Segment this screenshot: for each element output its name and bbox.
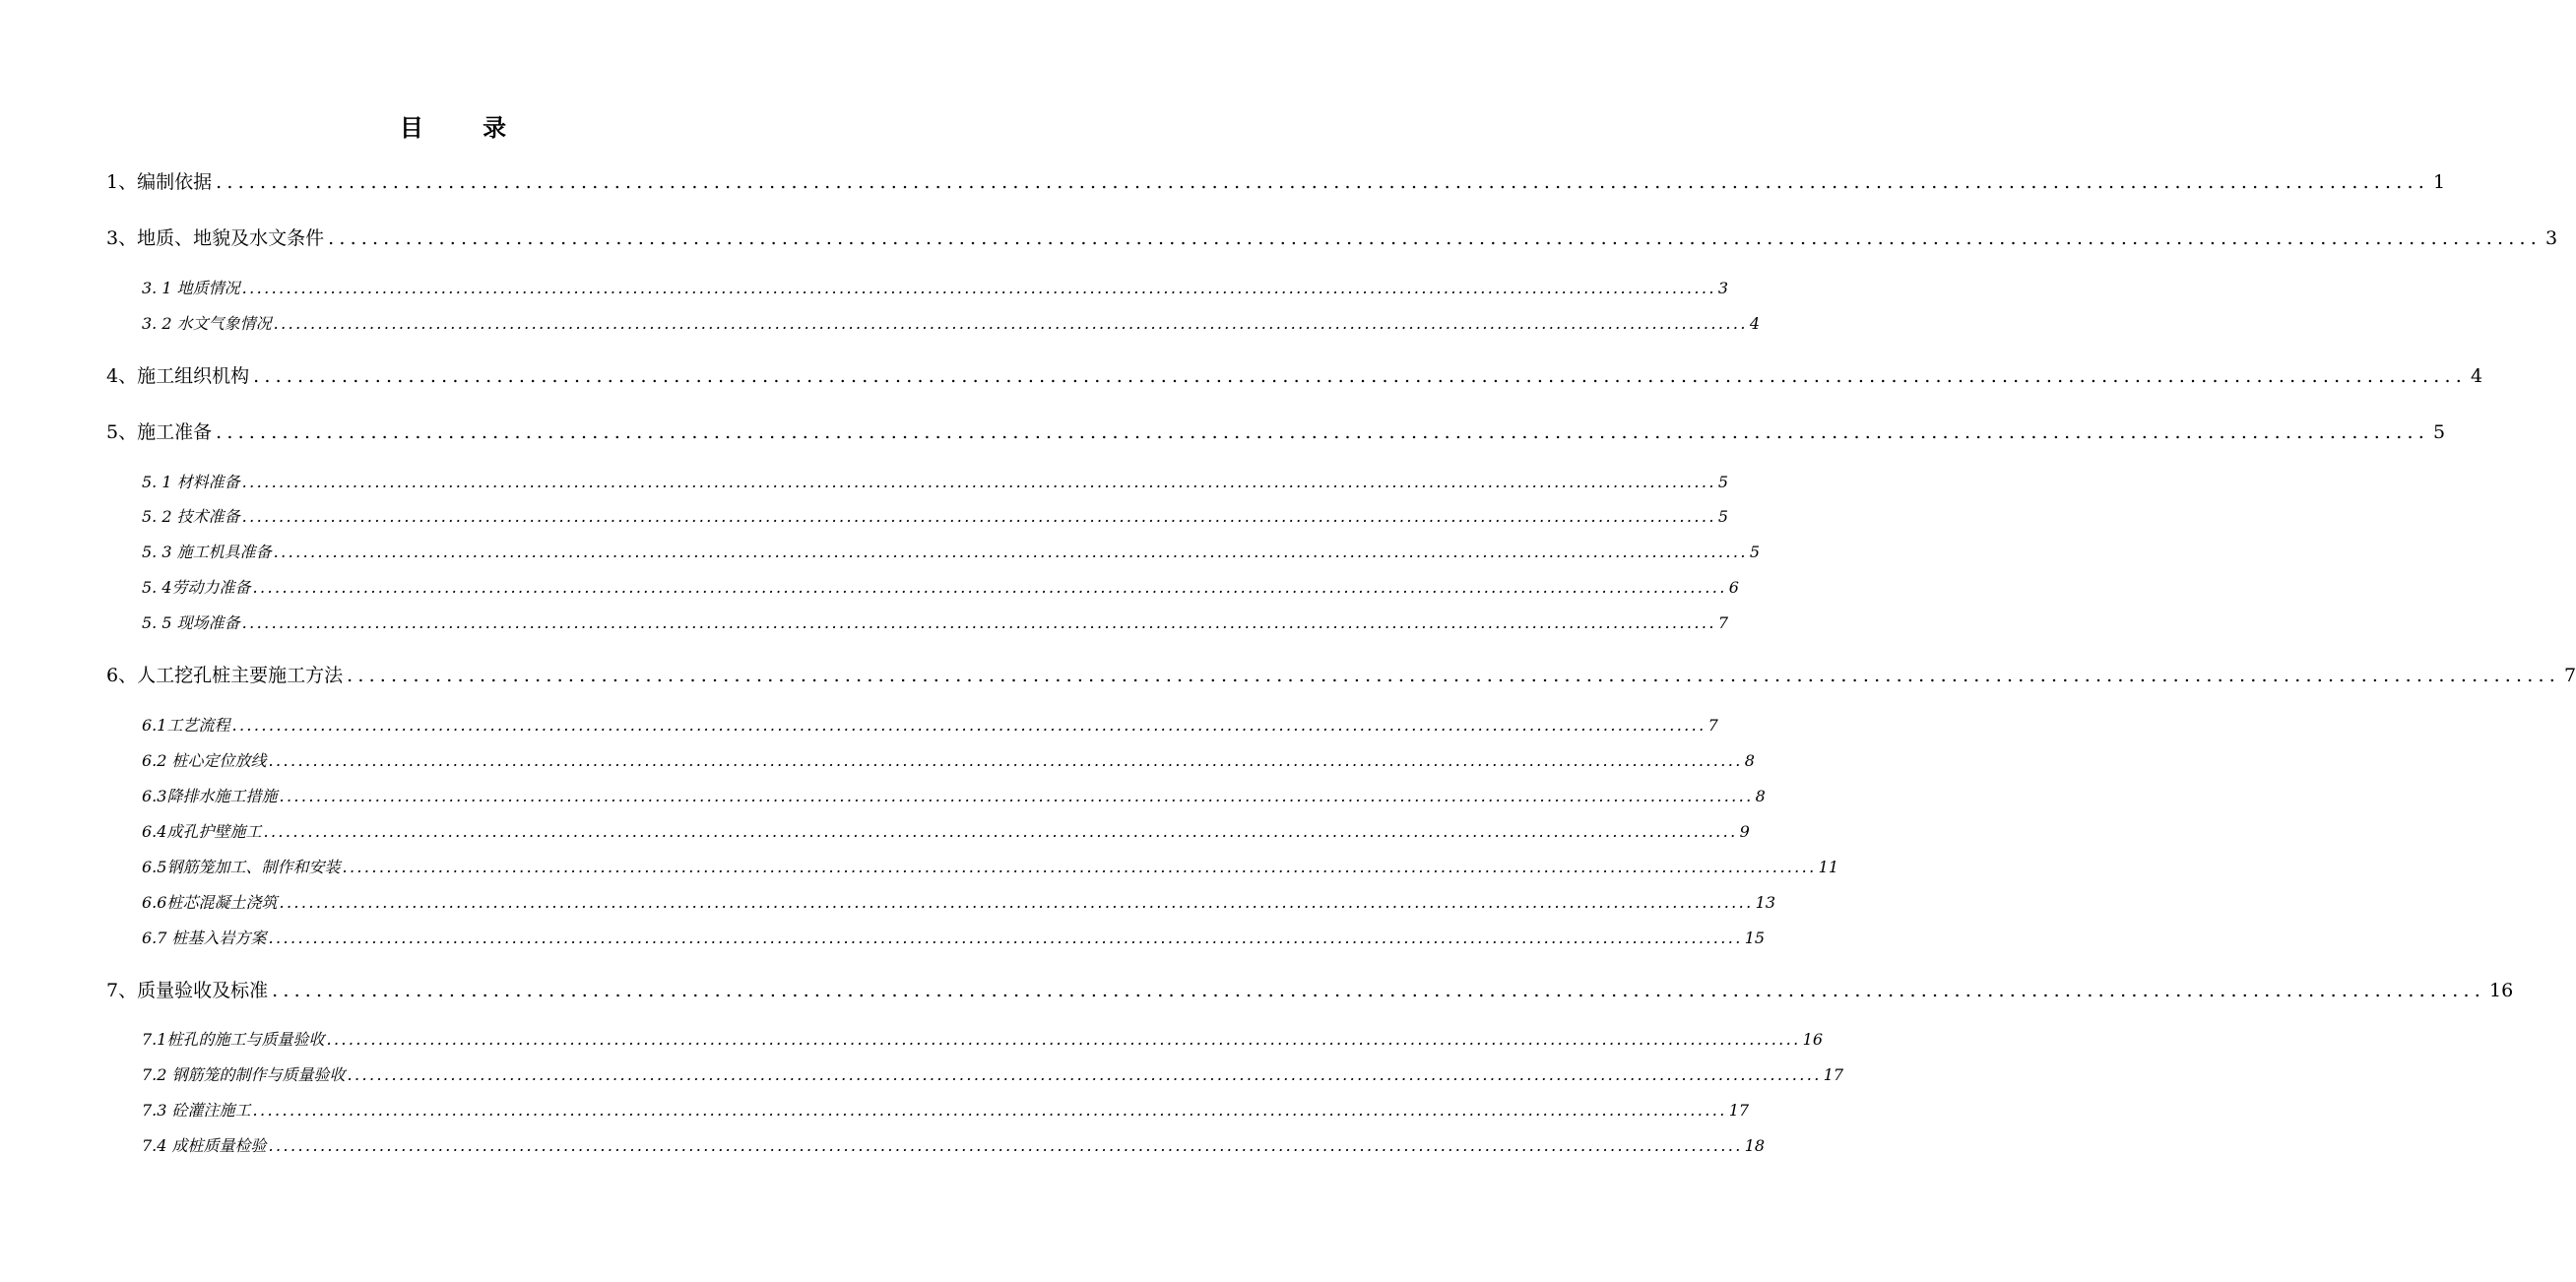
- toc-entry-label: 5. 1 材料准备: [142, 473, 240, 491]
- toc-entry-label: 7.4 成桩质量检验: [142, 1136, 267, 1155]
- toc-entry-label: 6、人工挖孔桩主要施工方法: [106, 665, 344, 686]
- toc-entry-label: 5. 2 技术准备: [142, 507, 240, 526]
- toc-entry[interactable]: [142, 750, 1755, 772]
- toc-entry-page-number: 11: [1818, 858, 1838, 876]
- toc-entry[interactable]: [142, 313, 1760, 335]
- toc-entry-label: 3. 1 地质情况: [142, 279, 240, 297]
- dot-leader: ........................................................................................................................................................................................................: [273, 543, 1748, 561]
- toc-entry-page-number: 8: [1744, 751, 1755, 770]
- dot-leader: ........................................................................................................................................................................................................: [279, 787, 1754, 805]
- dot-leader: ........................................................................................................................................................................................................: [347, 665, 2561, 686]
- toc-entry[interactable]: [106, 225, 2558, 251]
- dot-leader: ........................................................................................................................................................................................................: [272, 980, 2486, 1001]
- dot-leader: ........................................................................................................................................................................................................: [241, 507, 1716, 526]
- toc-entry[interactable]: [142, 577, 1739, 599]
- toc-entry-page-number: 16: [2489, 980, 2514, 1001]
- toc-entry-page-number: 7: [1707, 716, 1718, 735]
- toc-entry-label: 3. 2 水文气象情况: [142, 314, 272, 333]
- toc-entry-label: 7.2 钢筋笼的制作与质量验收: [142, 1065, 346, 1084]
- toc-entry[interactable]: [142, 278, 1728, 299]
- toc-entry-label: 7.1桩孔的施工与质量验收: [142, 1030, 325, 1049]
- toc-entry-page-number: 6: [1728, 578, 1739, 597]
- toc-entry-page-number: 3: [1717, 279, 1728, 297]
- dot-leader: ........................................................................................................................................................................................................: [342, 858, 1817, 876]
- toc-entry[interactable]: [142, 892, 1775, 914]
- toc-entry-label: 3、地质、地貌及水文条件: [106, 227, 325, 249]
- dot-leader: ........................................................................................................................................................................................................: [263, 822, 1738, 841]
- toc-entry-page-number: 4: [1749, 314, 1760, 333]
- toc-entry[interactable]: [142, 1100, 1750, 1122]
- toc-entry[interactable]: [106, 363, 2483, 389]
- dot-leader: ........................................................................................................................................................................................................: [268, 751, 1743, 770]
- toc-entry[interactable]: [106, 169, 2446, 195]
- toc-entry-page-number: 4: [2471, 365, 2483, 387]
- dot-leader: ........................................................................................................................................................................................................: [279, 893, 1754, 912]
- dot-leader: ........................................................................................................................................................................................................: [216, 171, 2430, 193]
- dot-leader: ........................................................................................................................................................................................................: [328, 227, 2543, 249]
- toc-entry-page-number: 17: [1728, 1101, 1750, 1120]
- toc-entry-page-number: 5: [2433, 421, 2446, 443]
- dot-leader: ........................................................................................................................................................................................................: [241, 613, 1716, 632]
- toc-entry[interactable]: [142, 786, 1766, 807]
- dot-leader: ........................................................................................................................................................................................................: [231, 716, 1707, 735]
- dot-leader: ........................................................................................................................................................................................................: [252, 1101, 1727, 1120]
- toc-entry[interactable]: [142, 612, 1728, 634]
- toc-entry-label: 1、编制依据: [106, 171, 213, 193]
- toc-entry-page-number: 5: [1717, 507, 1728, 526]
- dot-leader: ........................................................................................................................................................................................................: [241, 473, 1716, 491]
- toc-entry[interactable]: [142, 857, 1838, 878]
- toc-entry-label: 5、施工准备: [106, 421, 213, 443]
- toc-entry[interactable]: [106, 978, 2514, 1003]
- toc-entry-label: 5. 3 施工机具准备: [142, 543, 272, 561]
- toc-entry-page-number: 15: [1744, 929, 1766, 947]
- toc-entry[interactable]: [142, 506, 1728, 528]
- toc-entry-page-number: 8: [1755, 787, 1766, 805]
- toc-entry-label: 6.1工艺流程: [142, 716, 230, 735]
- toc-entry[interactable]: [106, 663, 2576, 688]
- toc-entry-page-number: 18: [1744, 1136, 1766, 1155]
- dot-leader: ........................................................................................................................................................................................................: [268, 1136, 1743, 1155]
- dot-leader: ........................................................................................................................................................................................................: [273, 314, 1748, 333]
- toc-entry-page-number: 5: [1717, 473, 1728, 491]
- dot-leader: ........................................................................................................................................................................................................: [253, 365, 2468, 387]
- toc-entry-label: 6.7 桩基入岩方案: [142, 929, 267, 947]
- dot-leader: ........................................................................................................................................................................................................: [268, 929, 1743, 947]
- dot-leader: ........................................................................................................................................................................................................: [216, 421, 2430, 443]
- toc-entry-label: 5. 4劳动力准备: [142, 578, 251, 597]
- dot-leader: ........................................................................................................................................................................................................: [326, 1030, 1801, 1049]
- toc-entry-label: 6.6桩芯混凝土浇筑: [142, 893, 278, 912]
- toc-entry-page-number: 3: [2545, 227, 2558, 249]
- toc-entry-label: 6.4成孔护壁施工: [142, 822, 262, 841]
- toc-entry[interactable]: [142, 1064, 1844, 1086]
- toc-entry-page-number: 7: [1717, 613, 1728, 632]
- page-title: 目 录: [399, 113, 533, 142]
- toc-entry[interactable]: [142, 821, 1750, 843]
- toc-entry-label: 7.3 砼灌注施工: [142, 1101, 251, 1120]
- dot-leader: ........................................................................................................................................................................................................: [252, 578, 1727, 597]
- toc-entry[interactable]: [142, 928, 1766, 949]
- toc-entry-page-number: 16: [1802, 1030, 1823, 1049]
- toc-entry-page-number: 7: [2564, 665, 2576, 686]
- toc-entry-label: 6.5钢筋笼加工、制作和安装: [142, 858, 341, 876]
- toc-entry-label: 7、质量验收及标准: [106, 980, 269, 1001]
- toc-entry[interactable]: [106, 419, 2446, 445]
- toc-entry-page-number: 5: [1749, 543, 1760, 561]
- toc-entry[interactable]: [142, 1135, 1766, 1157]
- toc-entry[interactable]: [142, 542, 1760, 563]
- toc-entry[interactable]: [142, 1029, 1823, 1051]
- toc-entry-page-number: 9: [1739, 822, 1750, 841]
- toc-entry-label: 5. 5 现场准备: [142, 613, 240, 632]
- toc-entry-page-number: 13: [1755, 893, 1775, 912]
- toc-entry-label: 6.2 桩心定位放线: [142, 751, 267, 770]
- toc-entry-page-number: 17: [1823, 1065, 1844, 1084]
- toc-entry-label: 6.3降排水施工措施: [142, 787, 278, 805]
- dot-leader: ........................................................................................................................................................................................................: [347, 1065, 1822, 1084]
- toc-entry[interactable]: [142, 472, 1728, 493]
- toc-entry-label: 4、施工组织机构: [106, 365, 250, 387]
- toc-entry-page-number: 1: [2433, 171, 2446, 193]
- dot-leader: ........................................................................................................................................................................................................: [241, 279, 1716, 297]
- toc-entry[interactable]: [142, 715, 1718, 737]
